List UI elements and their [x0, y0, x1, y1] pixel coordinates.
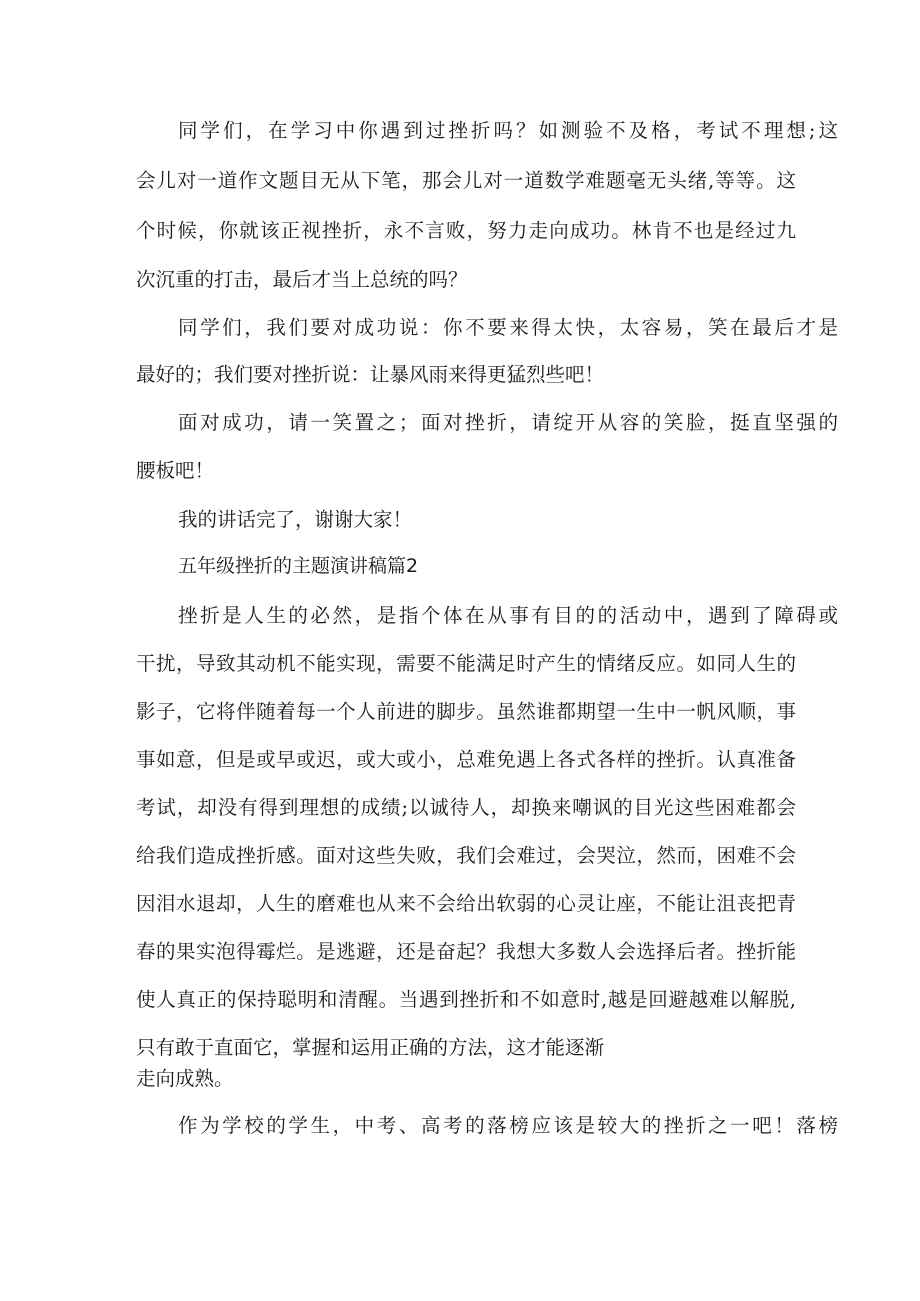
- section-paragraph-1-line-3: 影子，它将伴随着每一个人前进的脚步。虽然谁都期望一生中一帆风顺，事: [136, 700, 796, 723]
- section-paragraph-1-line-2: 干扰，导致其动机不能实现，需要不能满足时产生的情绪反应。如同人生的: [136, 652, 796, 675]
- paragraph-2-line-2: 最好的；我们要对挫折说：让暴风雨来得更猛烈些吧！: [136, 363, 605, 386]
- section-paragraph-1-line-6: 给我们造成挫折感。面对这些失败，我们会难过，会哭泣，然而，困难不会: [136, 844, 796, 867]
- paragraph-4-line-1: 我的讲话完了，谢谢大家！: [178, 508, 413, 531]
- section-paragraph-1-line-7: 因泪水退却，人生的磨难也从来不会给出软弱的心灵让座，不能让沮丧把青: [136, 892, 796, 915]
- section-paragraph-1-line-9: 使人真正的保持聪明和清醒。当遇到挫折和不如意时,越是回避越难以解脱,: [136, 988, 796, 1011]
- section-paragraph-1-line-8: 春的果实泡得霉烂。是逃避，还是奋起？我想大多数人会选择后者。挫折能: [136, 940, 796, 963]
- section-paragraph-2-line-1: 作为学校的学生，中考、高考的落榜应该是较大的挫折之一吧！落榜: [178, 1114, 838, 1137]
- paragraph-1-line-4: 次沉重的打击，最后才当上总统的吗？: [136, 268, 468, 291]
- paragraph-2-line-1: 同学们，我们要对成功说：你不要来得太快，太容易，笑在最后才是: [178, 316, 838, 339]
- section-paragraph-1-line-10: 只有敢于直面它，掌握和运用正确的方法，这才能逐渐: [136, 1036, 605, 1059]
- section-paragraph-1-line-5: 考试，却没有得到理想的成绩;以诚待人，却换来嘲讽的目光这些困难都会: [136, 796, 796, 819]
- section-heading: 五年级挫折的主题演讲稿篇2: [178, 555, 419, 577]
- paragraph-1-line-3: 个时候，你就该正视挫折，永不言败，努力走向成功。林肯不也是经过九: [136, 219, 796, 242]
- paragraph-1-line-1: 同学们，在学习中你遇到过挫折吗？如测验不及格，考试不理想;这: [178, 119, 838, 142]
- paragraph-3-line-2: 腰板吧！: [136, 459, 215, 482]
- section-paragraph-1-line-11: 走向成熟。: [136, 1067, 234, 1090]
- section-paragraph-1-line-1: 挫折是人生的必然，是指个体在从事有目的的活动中，遇到了障碍或: [178, 604, 838, 627]
- paragraph-3-line-1: 面对成功，请一笑置之；面对挫折，请绽开从容的笑脸，挺直坚强的: [178, 411, 838, 434]
- section-paragraph-1-line-4: 事如意，但是或早或迟，或大或小，总难免遇上各式各样的挫折。认真准备: [136, 748, 796, 771]
- paragraph-1-line-2: 会儿对一道作文题目无从下笔，那会儿对一道数学难题毫无头绪,等等。这: [136, 169, 796, 192]
